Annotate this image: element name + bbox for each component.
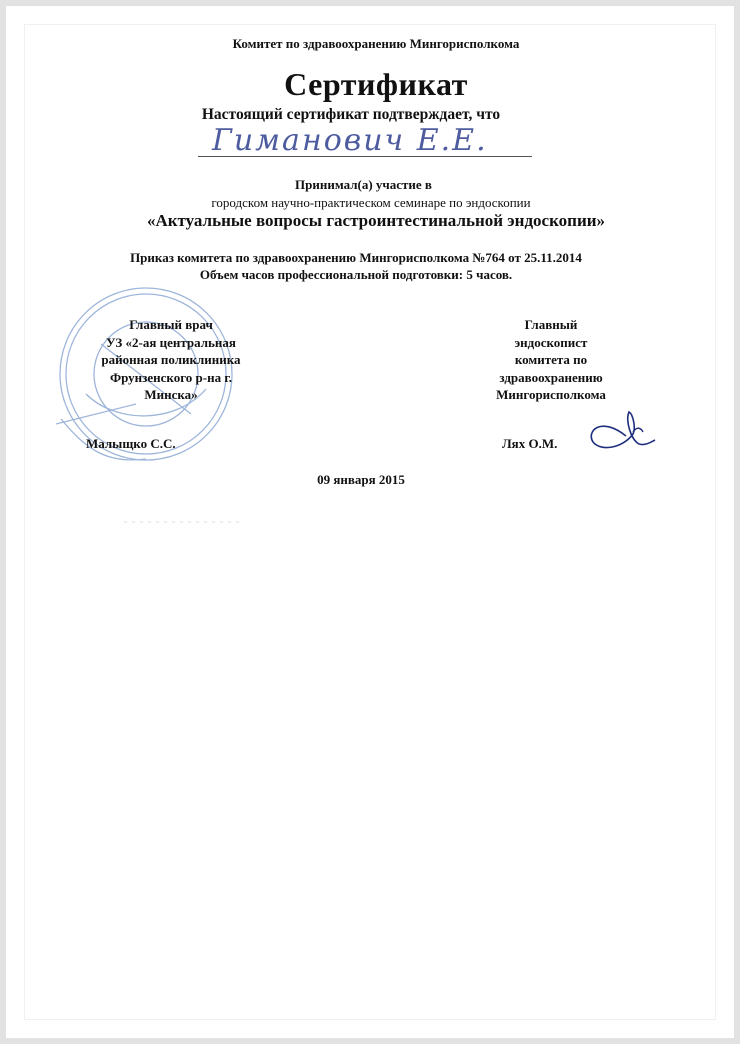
seminar-title: «Актуальные вопросы гастроинтестинальной эндоскопии»	[146, 211, 606, 230]
participated-text: Принимал(а) участие в	[295, 177, 432, 192]
confirms-text: Настоящий сертификат подтверждает, что	[201, 106, 501, 123]
right-signatory-title	[451, 316, 651, 404]
handwritten-signature-icon	[581, 406, 671, 456]
scan-artifact	[124, 521, 244, 523]
committee-heading: Комитет по здравоохранению Мингорисполкома	[232, 36, 520, 51]
hours-text: Объем часов профессиональной подготовки: 5 часов.	[199, 267, 513, 282]
right-title-line: Мингорисполкома	[496, 387, 606, 402]
right-title-line: комитета по	[514, 352, 588, 367]
svg-text:Гиманович Е.Е.: Гиманович Е.Е.	[212, 123, 488, 158]
left-title-line: УЗ «2-ая центральная	[106, 334, 236, 350]
right-title-line: эндоскопист	[514, 334, 588, 350]
certificate-title: Сертификат	[284, 66, 468, 102]
left-title-line: Минска»	[144, 387, 198, 402]
left-title-line: районная поликлиника	[101, 352, 241, 367]
name-underline	[198, 156, 532, 157]
left-title-line: Фрунзенского р-на г.	[109, 369, 233, 385]
right-signature-name: Лях О.М.	[502, 436, 558, 451]
handwritten-recipient-name	[206, 118, 506, 160]
left-signature-name: Малыщко С.С.	[86, 436, 176, 451]
order-text: Приказ комитета по здравоохранению Мингорисполкома №764 от 25.11.2014	[130, 250, 582, 265]
seminar-text: городском научно-практическом семинаре по эндоскопии	[211, 195, 531, 210]
certificate-date: 09 января 2015	[317, 472, 405, 487]
left-signatory-title	[66, 316, 276, 404]
right-title-line: здравоохранению	[499, 369, 603, 385]
right-title-line: Главный	[524, 317, 578, 332]
left-title-line: Главный врач	[129, 317, 213, 332]
